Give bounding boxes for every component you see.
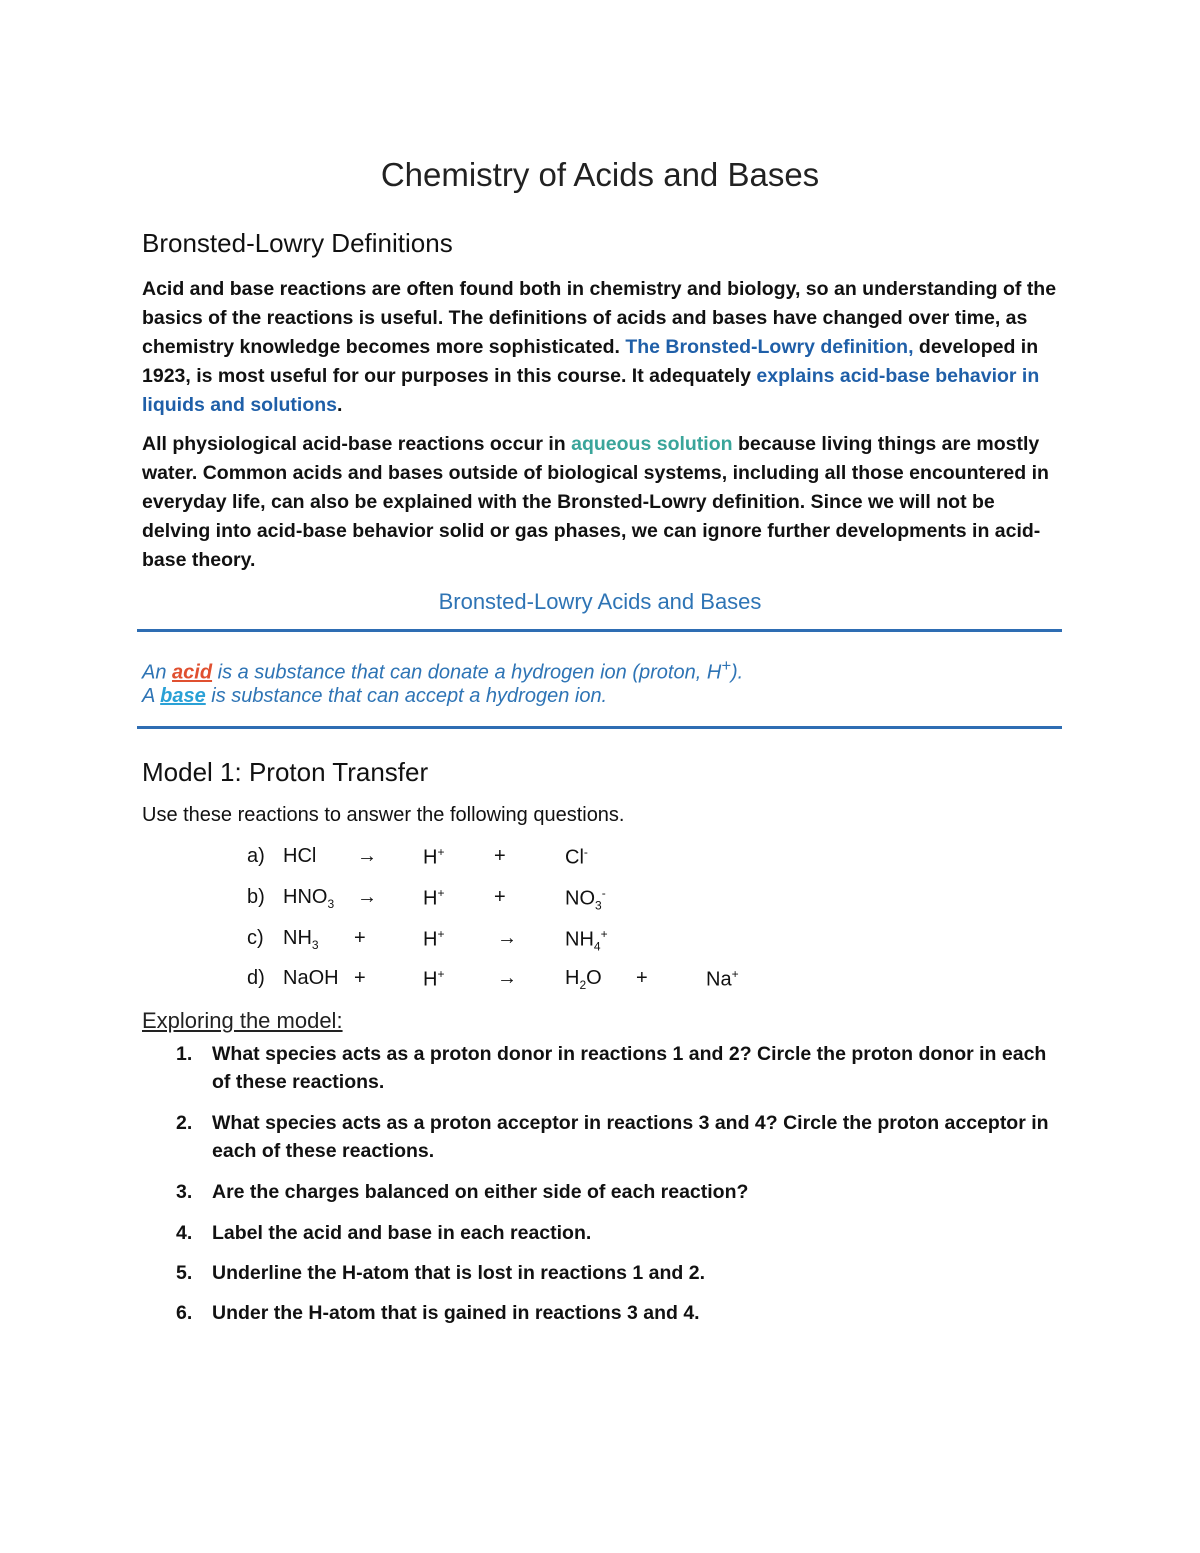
- plus-sign: +: [354, 967, 366, 989]
- paragraph-2-text: All physiological acid-base reactions occur in: [142, 433, 572, 455]
- question-number: 1.: [176, 1043, 193, 1065]
- question-number: 3.: [176, 1181, 193, 1203]
- subscript: 3: [595, 898, 602, 913]
- plus-sign: +: [494, 886, 506, 908]
- base-definition: [142, 681, 607, 711]
- divider-bottom: [137, 726, 1062, 729]
- paragraph-1: [142, 275, 1067, 420]
- product-2: [706, 967, 739, 992]
- question-number: 2.: [176, 1112, 193, 1134]
- question-text: What species acts as a proton acceptor in reactions 3 and 4? Circle the proton acceptor in each of these reactions.: [212, 1112, 1049, 1162]
- model-heading: Model 1: Proton Transfer: [142, 757, 429, 787]
- product-symbol: Cl: [565, 846, 584, 869]
- question-number: 6.: [176, 1302, 193, 1324]
- charge: +: [437, 927, 445, 941]
- plus-sign: +: [494, 845, 506, 867]
- product: [565, 927, 608, 954]
- question-item: [176, 1178, 1056, 1206]
- question-item: [176, 1040, 1056, 1096]
- reactant: [283, 886, 334, 911]
- question-item: [176, 1219, 1056, 1247]
- charge: +: [600, 927, 608, 941]
- acid-def-prefix: An: [142, 661, 173, 684]
- paragraph-2: [142, 430, 1067, 575]
- reaction-label: a): [247, 845, 265, 867]
- subscript: 3: [311, 938, 319, 952]
- question-text: Are the charges balanced on either side of each reaction?: [212, 1181, 749, 1203]
- base-def-prefix: A: [142, 685, 161, 707]
- product: [565, 886, 606, 913]
- question-item: [176, 1259, 1056, 1287]
- paragraph-1-text-2: developed in 1923, is most useful for our purposes in this course. It adequately: [142, 336, 1039, 387]
- question-text: Under the H-atom that is gained in reactions 3 and 4.: [212, 1302, 700, 1324]
- product-2-symbol: Na: [706, 968, 732, 991]
- reactant-symbol: HNO: [283, 886, 328, 908]
- paragraph-1-text: Acid and base reactions are often found both in chemistry and biology, so an understanding of the basics of the reactions is useful. The definitions of acids and bases have changed over time, as chemistry knowledge becomes more sophisticated.: [142, 278, 1057, 358]
- charge: -: [601, 886, 606, 900]
- acid-def-end: ).: [731, 661, 744, 684]
- base-def-text: is substance that can accept a hydrogen ion.: [205, 685, 608, 707]
- charge: +: [437, 886, 445, 900]
- reactant-symbol: NH: [283, 927, 312, 949]
- h-symbol: H: [423, 968, 438, 991]
- reactant: HCl: [283, 845, 317, 867]
- arrow-icon: →: [357, 845, 377, 867]
- question-text: Underline the H-atom that is lost in reactions 1 and 2.: [212, 1262, 706, 1284]
- plus-sign: +: [636, 967, 648, 989]
- base-term: base: [160, 685, 206, 707]
- paragraph-2-text-2: because living things are mostly water. Common acids and bases outside of biological systems, including all those encountered in everyday life, can also be explained with the Bronsted-Lowry definition. Since we will not be delving into acid-base behavior solid or gas phases, we can ignore further developments in acid-base theory.: [142, 433, 1049, 571]
- question-item: [176, 1109, 1056, 1165]
- page-title: Chemistry of Acids and Bases: [380, 156, 820, 193]
- question-text: What species acts as a proton donor in reactions 1 and 2? Circle the proton donor in each of these reactions.: [212, 1043, 1047, 1093]
- subscript: 3: [327, 897, 335, 911]
- subscript: 2: [579, 978, 587, 992]
- section-heading-definitions: Bronsted-Lowry Definitions: [142, 228, 453, 258]
- product-symbol: NH: [565, 928, 594, 951]
- plus-sign: +: [354, 927, 366, 949]
- liquids-solutions-highlight: explains acid-base behavior in liquids and solutions: [142, 365, 1040, 416]
- charge: -: [583, 845, 588, 859]
- h-symbol: H: [423, 928, 438, 951]
- question-item: [176, 1299, 1056, 1327]
- h-ion: [423, 927, 444, 952]
- product: [565, 845, 588, 870]
- intro-paragraphs: [142, 275, 1067, 575]
- arrow-icon: →: [497, 927, 517, 949]
- reaction-label: c): [247, 927, 264, 949]
- explore-heading: Exploring the model:: [142, 1008, 343, 1033]
- h-ion: [423, 886, 444, 911]
- subscript: 4: [593, 939, 601, 954]
- h-ion: [423, 845, 444, 870]
- product: [565, 967, 602, 992]
- acid-def-sup: +: [721, 656, 732, 675]
- model-intro: Use these reactions to answer the following questions.: [142, 804, 625, 826]
- question-text: Label the acid and base in each reaction.: [212, 1222, 592, 1244]
- h-symbol: H: [423, 887, 438, 910]
- h-ion: [423, 967, 444, 992]
- acid-term: acid: [172, 661, 213, 684]
- charge: +: [731, 967, 739, 981]
- question-number: 5.: [176, 1262, 193, 1284]
- paragraph-1-end: .: [337, 394, 343, 416]
- bronsted-lowry-highlight: The Bronsted-Lowry definition,: [625, 336, 914, 358]
- reactant: NaOH: [283, 967, 339, 989]
- arrow-icon: →: [357, 886, 377, 908]
- definitions-heading: Bronsted-Lowry Acids and Bases: [438, 589, 762, 614]
- h-symbol: H: [423, 846, 438, 869]
- acid-def-text: is a substance that can donate a hydrogen ion (proton, H: [212, 661, 722, 684]
- aqueous-solution-highlight: aqueous solution: [571, 433, 733, 455]
- product-symbol: NO: [565, 887, 595, 910]
- charge: +: [437, 845, 445, 859]
- reaction-label: d): [247, 967, 265, 989]
- question-number: 4.: [176, 1222, 193, 1244]
- divider-top: [137, 629, 1062, 632]
- product-symbol: H: [565, 967, 580, 989]
- arrow-icon: →: [497, 967, 517, 989]
- reactant: [283, 927, 319, 952]
- charge: +: [437, 967, 445, 981]
- product-symbol-tail: O: [586, 967, 602, 989]
- reaction-label: b): [247, 886, 265, 908]
